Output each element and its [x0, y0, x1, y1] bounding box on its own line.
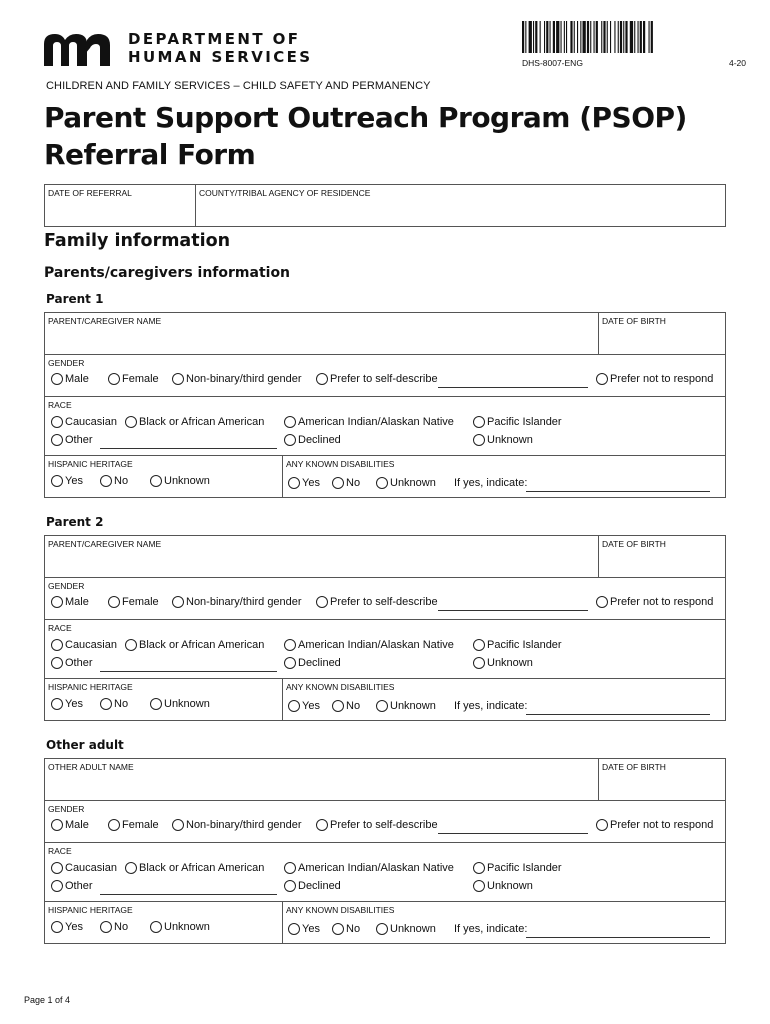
option-label: Yes	[302, 700, 320, 712]
race-option-declined[interactable]	[284, 880, 341, 892]
barcode-bar	[546, 21, 548, 53]
race-option-black[interactable]	[125, 416, 264, 428]
divider	[44, 842, 726, 843]
radio-button[interactable]	[108, 373, 120, 385]
page-title-line1: Parent Support Outreach Program (PSOP)	[44, 101, 687, 134]
hispanic-option-no[interactable]	[100, 921, 128, 933]
option-label: Caucasian	[65, 416, 117, 428]
gender-label: GENDER	[48, 804, 85, 814]
disability-option-unknown[interactable]	[376, 923, 436, 935]
if-yes-label: If yes, indicate:	[454, 923, 528, 935]
barcode-bar	[603, 21, 605, 53]
barcode-bar	[614, 21, 615, 53]
option-label: Male	[65, 596, 89, 608]
gender-option-prefer-not[interactable]	[596, 819, 713, 831]
option-label: Pacific Islander	[487, 862, 562, 874]
option-label: No	[346, 477, 361, 489]
barcode-bar	[580, 21, 581, 53]
barcode-bar	[618, 21, 619, 53]
family-information-heading: Family information	[44, 231, 231, 251]
radio-button[interactable]	[332, 477, 344, 489]
disabilities-label: ANY KNOWN DISABILITIES	[286, 905, 395, 915]
if-yes-label: If yes, indicate:	[454, 477, 528, 489]
option-label: No	[114, 921, 129, 933]
hispanic-heritage-label: HISPANIC HERITAGE	[48, 682, 133, 692]
option-label: Unknown	[487, 880, 533, 892]
referral-box	[44, 184, 726, 227]
radio-button[interactable]	[51, 639, 63, 651]
person-box	[44, 312, 726, 498]
hispanic-option-yes[interactable]	[51, 475, 83, 487]
option-label: Other	[65, 657, 93, 669]
radio-button[interactable]	[108, 819, 120, 831]
section-header: CHILDREN AND FAMILY SERVICES – CHILD SAFETY AND PERMANENCY	[46, 80, 431, 92]
radio-button[interactable]	[316, 819, 328, 831]
gender-option-non-binary[interactable]	[172, 373, 302, 385]
option-label: Yes	[302, 477, 320, 489]
option-label: Unknown	[164, 698, 210, 710]
radio-button[interactable]	[150, 698, 162, 710]
option-label: Declined	[298, 657, 341, 669]
barcode-bar	[570, 21, 572, 53]
barcode-bar	[550, 21, 551, 53]
divider	[598, 758, 599, 800]
barcode-bar	[574, 21, 575, 53]
disability-option-yes[interactable]	[288, 923, 320, 935]
option-label: American Indian/Alaskan Native	[298, 862, 454, 874]
option-label: Declined	[298, 880, 341, 892]
gender-option-male[interactable]	[51, 819, 89, 831]
race-option-declined[interactable]	[284, 657, 341, 669]
radio-button[interactable]	[51, 475, 63, 487]
radio-button[interactable]	[332, 923, 344, 935]
radio-button[interactable]	[172, 819, 184, 831]
gender-option-self-describe[interactable]	[316, 373, 438, 385]
page-title	[44, 99, 687, 173]
option-label: Male	[65, 819, 89, 831]
disability-indicate-input[interactable]	[526, 491, 710, 492]
divider	[44, 577, 726, 578]
radio-button[interactable]	[125, 862, 137, 874]
radio-button[interactable]	[51, 921, 63, 933]
disability-option-unknown[interactable]	[376, 477, 436, 489]
barcode-bar	[556, 21, 559, 53]
radio-button[interactable]	[51, 819, 63, 831]
gender-option-self-describe[interactable]	[316, 596, 438, 608]
barcode-bar	[649, 21, 650, 53]
divider	[598, 535, 599, 577]
barcode-bar	[610, 21, 611, 53]
radio-button[interactable]	[316, 373, 328, 385]
hispanic-option-unknown[interactable]	[150, 475, 210, 487]
barcode-bar	[601, 21, 602, 53]
radio-button[interactable]	[473, 657, 485, 669]
option-label: Yes	[65, 475, 83, 487]
barcode-bar	[564, 21, 565, 53]
barcode-bar	[638, 21, 639, 53]
date-of-birth-field[interactable]: DATE OF BIRTH	[602, 316, 666, 326]
option-label: Non-binary/third gender	[186, 819, 302, 831]
divider	[44, 800, 726, 801]
radio-button[interactable]	[473, 434, 485, 446]
radio-button[interactable]	[332, 700, 344, 712]
hispanic-option-no[interactable]	[100, 475, 128, 487]
gender-option-non-binary[interactable]	[172, 819, 302, 831]
gender-option-female[interactable]	[108, 373, 159, 385]
radio-button[interactable]	[596, 819, 608, 831]
form-revision: 4-20	[728, 58, 746, 68]
radio-button[interactable]	[100, 475, 112, 487]
option-label: Unknown	[390, 477, 436, 489]
option-label: Unknown	[390, 700, 436, 712]
hispanic-option-unknown[interactable]	[150, 921, 210, 933]
radio-button[interactable]	[150, 921, 162, 933]
department-name-line1: DEPARTMENT OF	[128, 30, 301, 48]
barcode-bar	[625, 21, 627, 53]
race-option-unknown[interactable]	[473, 657, 533, 669]
option-label: No	[114, 698, 129, 710]
date-of-referral-label: DATE OF REFERRAL	[48, 188, 132, 198]
radio-button[interactable]	[284, 434, 296, 446]
date-of-birth-field[interactable]: DATE OF BIRTH	[602, 762, 666, 772]
gender-option-female[interactable]	[108, 596, 159, 608]
barcode-bar	[525, 21, 526, 53]
race-option-other[interactable]	[51, 657, 93, 669]
hispanic-option-yes[interactable]	[51, 921, 83, 933]
option-label: Unknown	[390, 923, 436, 935]
hispanic-option-unknown[interactable]	[150, 698, 210, 710]
barcode-bar	[561, 21, 562, 53]
radio-button[interactable]	[473, 416, 485, 428]
department-name	[128, 31, 313, 66]
radio-button[interactable]	[288, 923, 300, 935]
name-field[interactable]: OTHER ADULT NAME	[48, 762, 134, 772]
disability-option-no[interactable]	[332, 477, 360, 489]
gender-option-self-describe[interactable]	[316, 819, 438, 831]
barcode-bar	[553, 21, 555, 53]
option-label: Prefer to self-describe	[330, 596, 438, 608]
option-label: American Indian/Alaskan Native	[298, 416, 454, 428]
option-label: Prefer not to respond	[610, 596, 714, 608]
option-label: No	[346, 700, 361, 712]
divider	[44, 396, 726, 397]
disability-option-unknown[interactable]	[376, 700, 436, 712]
radio-button[interactable]	[284, 416, 296, 428]
radio-button[interactable]	[376, 477, 388, 489]
race-label: RACE	[48, 846, 72, 856]
barcode-bar	[540, 21, 541, 53]
barcode-bar	[643, 21, 645, 53]
option-label: American Indian/Alaskan Native	[298, 639, 454, 651]
gender-label: GENDER	[48, 581, 85, 591]
gender-option-male[interactable]	[51, 373, 89, 385]
radio-button[interactable]	[125, 639, 137, 651]
option-label: Other	[65, 880, 93, 892]
option-label: Pacific Islander	[487, 416, 562, 428]
divider	[44, 455, 726, 456]
person-box	[44, 758, 726, 944]
name-field[interactable]: PARENT/CAREGIVER NAME	[48, 539, 162, 549]
radio-button[interactable]	[51, 373, 63, 385]
radio-button[interactable]	[284, 880, 296, 892]
race-option-pacific-islander[interactable]	[473, 416, 562, 428]
race-option-other[interactable]	[51, 434, 93, 446]
radio-button[interactable]	[51, 880, 63, 892]
barcode-bar	[640, 21, 642, 53]
race-option-caucasian[interactable]	[51, 416, 117, 428]
option-label: Unknown	[487, 434, 533, 446]
option-label: Prefer not to respond	[610, 819, 714, 831]
self-describe-input[interactable]	[438, 387, 588, 388]
radio-button[interactable]	[172, 373, 184, 385]
option-label: Male	[65, 373, 89, 385]
race-label: RACE	[48, 400, 72, 410]
disability-option-yes[interactable]	[288, 700, 320, 712]
radio-button[interactable]	[51, 862, 63, 874]
hispanic-option-no[interactable]	[100, 698, 128, 710]
barcode-bar	[620, 21, 622, 53]
parents-caregivers-heading: Parents/caregivers information	[44, 265, 291, 281]
gender-option-prefer-not[interactable]	[596, 596, 713, 608]
radio-button[interactable]	[108, 596, 120, 608]
divider	[195, 184, 196, 227]
person-heading: Parent 1	[46, 292, 104, 306]
gender-option-non-binary[interactable]	[172, 596, 302, 608]
option-label: Non-binary/third gender	[186, 373, 302, 385]
barcode-bar	[596, 21, 598, 53]
hispanic-heritage-label: HISPANIC HERITAGE	[48, 459, 133, 469]
divider	[282, 678, 283, 721]
race-option-american-indian[interactable]	[284, 639, 454, 651]
radio-button[interactable]	[100, 698, 112, 710]
divider	[44, 678, 726, 679]
option-label: Black or African American	[139, 416, 265, 428]
race-option-pacific-islander[interactable]	[473, 639, 562, 651]
mn-logo-icon	[44, 34, 120, 66]
if-yes-label: If yes, indicate:	[454, 700, 528, 712]
barcode-bar	[634, 21, 635, 53]
race-option-american-indian[interactable]	[284, 862, 454, 874]
option-label: No	[114, 475, 129, 487]
date-of-birth-field[interactable]: DATE OF BIRTH	[602, 539, 666, 549]
barcode-bar	[529, 21, 532, 53]
option-label: Caucasian	[65, 639, 117, 651]
race-option-declined[interactable]	[284, 434, 341, 446]
radio-button[interactable]	[51, 596, 63, 608]
race-option-unknown[interactable]	[473, 434, 533, 446]
radio-button[interactable]	[51, 434, 63, 446]
barcode-bar	[630, 21, 633, 53]
radio-button[interactable]	[288, 477, 300, 489]
person-heading: Other adult	[46, 738, 124, 752]
person-box	[44, 535, 726, 721]
option-label: Female	[122, 596, 159, 608]
barcode-icon	[522, 21, 746, 53]
option-label: Black or African American	[139, 862, 265, 874]
radio-button[interactable]	[473, 880, 485, 892]
option-label: Other	[65, 434, 93, 446]
option-label: Black or African American	[139, 639, 265, 651]
barcode-bar	[566, 21, 567, 53]
divider	[44, 354, 726, 355]
race-other-input[interactable]	[100, 448, 277, 449]
radio-button[interactable]	[473, 639, 485, 651]
person-heading: Parent 2	[46, 515, 104, 529]
divider	[282, 455, 283, 498]
option-label: Yes	[302, 923, 320, 935]
radio-button[interactable]	[125, 416, 137, 428]
race-label: RACE	[48, 623, 72, 633]
option-label: Caucasian	[65, 862, 117, 874]
radio-button[interactable]	[316, 596, 328, 608]
option-label: Pacific Islander	[487, 639, 562, 651]
radio-button[interactable]	[284, 657, 296, 669]
radio-button[interactable]	[51, 657, 63, 669]
page-title-line2: Referral Form	[44, 138, 256, 171]
option-label: Unknown	[164, 475, 210, 487]
radio-button[interactable]	[51, 416, 63, 428]
barcode-bar	[577, 21, 578, 53]
radio-button[interactable]	[376, 923, 388, 935]
barcode-bar	[544, 21, 545, 53]
form-id: DHS-8007-ENG	[522, 58, 583, 68]
option-label: Unknown	[164, 921, 210, 933]
race-option-black[interactable]	[125, 639, 264, 651]
race-option-american-indian[interactable]	[284, 416, 454, 428]
option-label: Yes	[65, 698, 83, 710]
county-label: COUNTY/TRIBAL AGENCY OF RESIDENCE	[199, 188, 371, 198]
divider	[282, 901, 283, 944]
option-label: Prefer to self-describe	[330, 819, 438, 831]
hispanic-option-yes[interactable]	[51, 698, 83, 710]
radio-button[interactable]	[288, 700, 300, 712]
barcode-bar	[651, 21, 653, 53]
name-field[interactable]: PARENT/CAREGIVER NAME	[48, 316, 162, 326]
race-option-unknown[interactable]	[473, 880, 533, 892]
barcode-bar	[623, 21, 624, 53]
race-option-caucasian[interactable]	[51, 639, 117, 651]
radio-button[interactable]	[51, 698, 63, 710]
barcode-bar	[535, 21, 537, 53]
self-describe-input[interactable]	[438, 833, 588, 834]
option-label: Female	[122, 819, 159, 831]
disability-option-yes[interactable]	[288, 477, 320, 489]
disabilities-label: ANY KNOWN DISABILITIES	[286, 459, 395, 469]
race-other-input[interactable]	[100, 894, 277, 895]
disability-option-no[interactable]	[332, 923, 360, 935]
radio-button[interactable]	[376, 700, 388, 712]
radio-button[interactable]	[284, 862, 296, 874]
radio-button[interactable]	[284, 639, 296, 651]
race-option-pacific-islander[interactable]	[473, 862, 562, 874]
race-option-black[interactable]	[125, 862, 264, 874]
gender-label: GENDER	[48, 358, 85, 368]
radio-button[interactable]	[150, 475, 162, 487]
barcode-bar	[583, 21, 586, 53]
barcode-bar	[587, 21, 589, 53]
gender-option-prefer-not[interactable]	[596, 373, 713, 385]
divider	[598, 312, 599, 354]
radio-button[interactable]	[596, 596, 608, 608]
option-label: Unknown	[487, 657, 533, 669]
radio-button[interactable]	[473, 862, 485, 874]
disability-indicate-input[interactable]	[526, 714, 710, 715]
disabilities-label: ANY KNOWN DISABILITIES	[286, 682, 395, 692]
option-label: Non-binary/third gender	[186, 596, 302, 608]
gender-option-female[interactable]	[108, 819, 159, 831]
page-number: Page 1 of 4	[24, 995, 71, 1005]
option-label: Declined	[298, 434, 341, 446]
department-name-line2: HUMAN SERVICES	[128, 47, 313, 66]
barcode-bar	[607, 21, 608, 53]
gender-option-male[interactable]	[51, 596, 89, 608]
self-describe-input[interactable]	[438, 610, 588, 611]
disability-indicate-input[interactable]	[526, 937, 710, 938]
radio-button[interactable]	[596, 373, 608, 385]
barcode-bar	[522, 21, 524, 53]
race-other-input[interactable]	[100, 671, 277, 672]
radio-button[interactable]	[100, 921, 112, 933]
option-label: Female	[122, 373, 159, 385]
divider	[44, 901, 726, 902]
hispanic-heritage-label: HISPANIC HERITAGE	[48, 905, 133, 915]
barcode-bar	[533, 21, 534, 53]
divider	[44, 619, 726, 620]
race-option-caucasian[interactable]	[51, 862, 117, 874]
radio-button[interactable]	[172, 596, 184, 608]
disability-option-no[interactable]	[332, 700, 360, 712]
race-option-other[interactable]	[51, 880, 93, 892]
barcode-bar	[590, 21, 591, 53]
option-label: No	[346, 923, 361, 935]
option-label: Prefer not to respond	[610, 373, 714, 385]
option-label: Prefer to self-describe	[330, 373, 438, 385]
option-label: Yes	[65, 921, 83, 933]
barcode-bar	[594, 21, 595, 53]
